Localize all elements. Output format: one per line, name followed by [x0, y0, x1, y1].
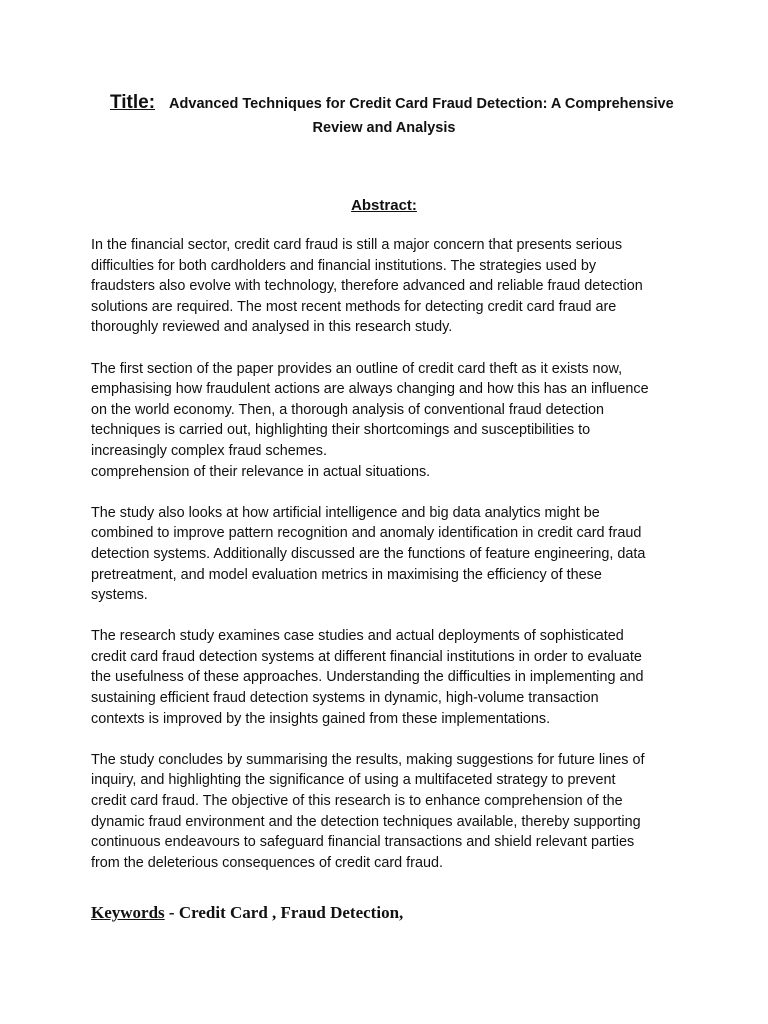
keywords-line	[91, 903, 403, 923]
keywords-label: Keywords	[91, 903, 165, 922]
paragraph-line: inquiry, and highlighting the significance of using a multifaceted strategy to prevent	[91, 772, 616, 789]
keywords-separator: -	[164, 903, 179, 922]
paragraph-line: The first section of the paper provides an outline of credit card theft as it exists now,	[91, 360, 623, 377]
paragraph-line: fraudsters also evolve with technology, therefore advanced and reliable fraud detection	[91, 278, 643, 295]
paragraph-line: contexts is improved by the insights gained from these implementations.	[91, 710, 551, 727]
abstract-paragraph	[91, 626, 691, 729]
paragraph-line: sustaining efficient fraud detection systems in dynamic, high-volume transaction	[91, 690, 599, 707]
title-block	[110, 92, 674, 136]
paragraph-line: emphasising how fraudulent actions are always changing and how this has an influence	[91, 381, 649, 398]
paragraph-line: combined to improve pattern recognition and anomaly identification in credit card fraud	[91, 525, 642, 542]
paragraph-line: the usefulness of these approaches. Understanding the difficulties in implementing and	[91, 669, 644, 686]
paragraph-line: detection systems. Additionally discussed are the functions of feature engineering, data	[91, 545, 646, 562]
paragraph-line: solutions are required. The most recent methods for detecting credit card fraud are	[91, 298, 617, 315]
paragraph-line: increasingly complex fraud schemes.	[91, 442, 327, 459]
paragraph-line: comprehension of their relevance in actual situations.	[91, 463, 431, 480]
paragraph-line: systems.	[91, 587, 148, 604]
paragraph-line: from the deleterious consequences of credit card fraud.	[91, 854, 443, 871]
paragraph-line: dynamic fraud environment and the detection techniques available, thereby supporting	[91, 813, 641, 830]
abstract-paragraph	[91, 235, 691, 338]
title-line-1	[110, 92, 674, 114]
paragraph-line: difficulties for both cardholders and financial institutions. The strategies used by	[91, 257, 597, 274]
abstract-body	[91, 235, 691, 894]
paragraph-line: techniques is carried out, highlighting their shortcomings and susceptibilities to	[91, 422, 591, 439]
paragraph-line: The research study examines case studies and actual deployments of sophisticated	[91, 628, 624, 645]
paragraph-line: credit card fraud detection systems at different financial institutions in order to evaluate	[91, 648, 642, 665]
paragraph-line: thoroughly reviewed and analysed in this research study.	[91, 319, 453, 336]
paragraph-line: The study concludes by summarising the results, making suggestions for future lines of	[91, 751, 645, 768]
paragraph-line: credit card fraud. The objective of this research is to enhance comprehension of the	[91, 793, 623, 810]
paragraph-line: continuous endeavours to safeguard financial transactions and shield relevant parties	[91, 834, 635, 851]
abstract-paragraph	[91, 359, 691, 483]
paragraph-line: In the financial sector, credit card fraud is still a major concern that presents serious	[91, 237, 623, 253]
abstract-heading: Abstract:	[351, 197, 417, 214]
abstract-paragraph	[91, 503, 691, 606]
paragraph-line: on the world economy. Then, a thorough analysis of conventional fraud detection	[91, 401, 605, 418]
abstract-paragraph	[91, 750, 691, 874]
title-text-line-2: Review and Analysis	[312, 120, 456, 136]
keywords-value: Credit Card , Fraud Detection,	[178, 903, 404, 922]
title-text-line-1: Advanced Techniques for Credit Card Fraud Detection: A Comprehensive	[169, 96, 674, 112]
paragraph-line: The study also looks at how artificial intelligence and big data analytics might be	[91, 504, 600, 521]
paragraph-line: pretreatment, and model evaluation metrics in maximising the efficiency of these	[91, 566, 602, 583]
title-label: Title:	[110, 92, 156, 113]
